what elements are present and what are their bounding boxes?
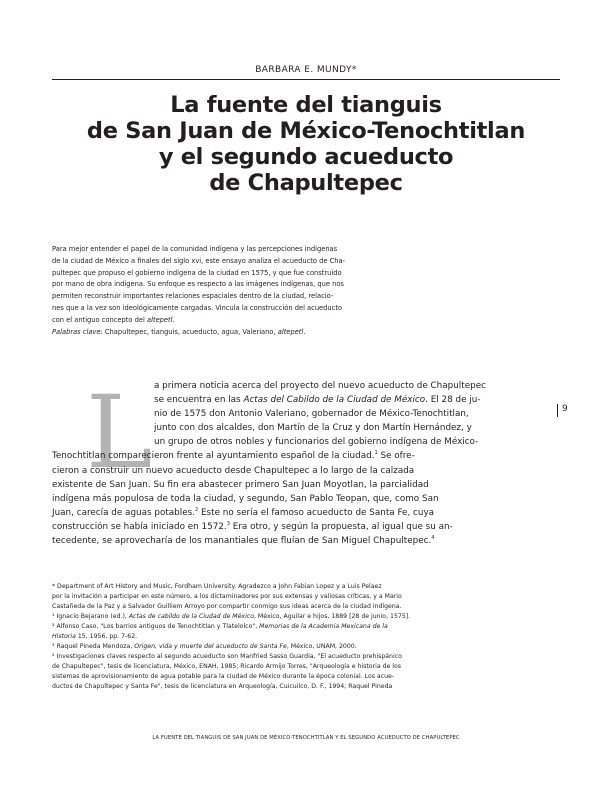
footnote-italic: Origen, vida y muerte del acueducto de Santa Fe	[134, 643, 287, 650]
footnote-line: * Department of Art History and Music, Fordham University. Agradezco a John Fabian Lopez y a Luis Pelaez	[52, 583, 382, 590]
abstract-italic: altepetl	[146, 315, 173, 324]
body-line	[52, 393, 488, 407]
abstract-line: Para mejor entender el papel de la comunidad indígena y las percepciones indígenas	[52, 245, 338, 253]
footnote-text: 15, 1956, pp. 7-62.	[75, 633, 138, 640]
body-text	[52, 374, 488, 548]
footnote-line: sistemas de aprovisionamiento de agua potable para la ciudad de México durante la época colonial. Los acue-	[52, 673, 395, 680]
body-line: nio de 1575 don Antonio Valeriano, gobernador de México-Tenochtitlan,	[154, 409, 469, 420]
title-line: y el segundo acueducto	[158, 144, 454, 170]
footnote-text: , México, UNAM, 2000.	[286, 643, 357, 650]
abstract-line: de la ciudad de México a finales del siglo xvi, este ensayo analiza el acueducto de Cha-	[52, 256, 345, 265]
body-text-run: Tenochtitlan comparecieron frente al ayuntamiento español de la ciudad.	[52, 451, 375, 462]
footnote-text: ² Alfonso Caso, "Los barrios antiguos de Tenochtitlan y Tlatelolco",	[52, 623, 260, 630]
body-line: junto con dos alcaldes, don Martín de la Cruz y don Martín Hernández, y	[154, 423, 472, 434]
article-title	[52, 92, 560, 196]
footnote-line: ductos de Chapultepec y Santa Fe", tesis de licenciatura en Arqueología, Cuicuilco, D. F., 1994; Raquel Pineda	[52, 683, 393, 690]
drop-cap: L	[86, 374, 153, 491]
body-text-run: se encuentra en las	[154, 395, 244, 406]
page-number-bar	[557, 404, 558, 417]
title-line: de San Juan de México-Tenochtitlan	[86, 118, 526, 144]
body-line: indígena más populosa de toda la ciudad, y segundo, San Pablo Teopan, que, como San	[52, 493, 439, 504]
footnote-line: Castañeda de la Paz y a Salvador Guilliem Arroyo por compartir conmigo sus ideas acerca de la ciudad indígena.	[52, 603, 402, 610]
keywords-label: Palabras clave:	[52, 327, 103, 336]
body-text-run: construcción se había iniciado en 1572.	[52, 521, 227, 532]
body-text-run: Juan, carecía de aguas potables.	[52, 507, 195, 518]
body-line: cieron a construir un nuevo acueducto desde Chapultepec a lo largo de la calzada	[52, 465, 415, 476]
abstract-line	[52, 315, 395, 327]
body-text-run: tecedente, se aprovecharía de los manantiales que fluían de San Miguel Chapultepec.	[52, 536, 432, 547]
body-line	[52, 506, 488, 520]
body-line: a primera noticia acerca del proyecto del nuevo acueducto de Chapultepec	[154, 381, 486, 391]
author-name: BARBARA E. MUNDY*	[255, 65, 357, 75]
header-rule	[52, 79, 560, 80]
footnote-line	[52, 632, 488, 642]
body-line: existente de San Juan. Su fin era abastecer primero San Juan Moyotlan, la parcialidad	[52, 479, 429, 490]
abstract-line: permiten reconstruir importantes relaciones espaciales dentro de la ciudad, relacio-	[52, 292, 334, 301]
abstract-line: por mano de obra indígena. Su enfoque es respecto a las imágenes indígenas, que nos	[52, 280, 344, 289]
footnotes	[52, 582, 488, 692]
title-line: de Chapultepec	[209, 170, 403, 196]
abstract-line: pultepec que propuso el gobierno indígena de la ciudad en 1575, y que fue construido	[52, 268, 342, 277]
body-text-run: Era otro, y según la propuesta, al igual que su an-	[229, 521, 453, 532]
footnote-ref: 1	[374, 450, 378, 457]
keywords-text: Chapultepec, tianguis, acueducto, agua, Valeriano,	[102, 327, 278, 336]
body-italic: Actas del Cabildo de la Ciudad de México	[243, 395, 426, 406]
footnote-line: por la invitación a participar en este número, a los dictaminadores por sus extensas y valiosas críticas, y a Mario	[52, 593, 402, 600]
body-line	[52, 449, 488, 463]
footnote-text: , México, Aguilar e hijos, 1889 [28 de junio, 1575].	[253, 613, 411, 620]
footnote-line: de Chapultepec", tesis de licenciatura, México, ENAH, 1985; Ricardo Armijo Torres, "Arqueología e historia de los	[52, 663, 402, 670]
keywords-line	[52, 327, 395, 339]
body-text-run: Este no sería el famoso acueducto de Santa Fe, cuya	[198, 507, 435, 518]
abstract-text: .	[172, 315, 175, 324]
page-number: 9	[562, 404, 568, 414]
running-footer: LA FUENTE DEL TIANGUIS DE SAN JUAN DE MÉXICO-TENOCHTITLAN Y EL SEGUNDO ACUEDUCTO DE CHAPULTEPEC	[152, 735, 460, 741]
keywords-end: .	[303, 327, 306, 336]
footnote-ref: 4	[431, 535, 435, 542]
footnote-text: ¹ Ignacio Bejarano (ed.),	[52, 613, 129, 620]
footnote-italic: Actas de cabildo de la Ciudad de México	[128, 613, 254, 620]
abstract-text: con el antiguo concepto del	[52, 315, 147, 324]
title-line: La fuente del tianguis	[170, 92, 442, 118]
body-line	[52, 520, 488, 534]
abstract-line: nes que a la vez son ideológicamente cargadas. Vincula la construcción del acueducto	[52, 303, 343, 312]
footnote-italic: Historia	[52, 633, 76, 640]
body-line	[52, 534, 488, 548]
footnote-text: ³ Raquel Pineda Mendoza,	[52, 643, 135, 650]
body-text-run: . El 28 de ju-	[425, 395, 481, 406]
abstract	[52, 244, 395, 338]
footnote-line	[52, 622, 488, 632]
body-line: un grupo de otros nobles y funcionarios del gobierno indígena de México-	[154, 437, 479, 448]
footnote-ref: 3	[226, 521, 230, 528]
footnote-line	[52, 642, 488, 652]
footnote-ref: 2	[195, 506, 199, 513]
keywords-italic: altepetl	[277, 327, 304, 336]
footnote-italic: Memorias de la Academia Mexicana de la	[259, 623, 388, 630]
footnote-line	[52, 612, 488, 622]
body-text-run: Se ofre-	[377, 451, 415, 462]
footnote-line: ⁴ Investigaciones claves respecto al segundo acueducto son Manfried Sasso Guardia, "El acueducto prehispánico	[52, 653, 402, 660]
